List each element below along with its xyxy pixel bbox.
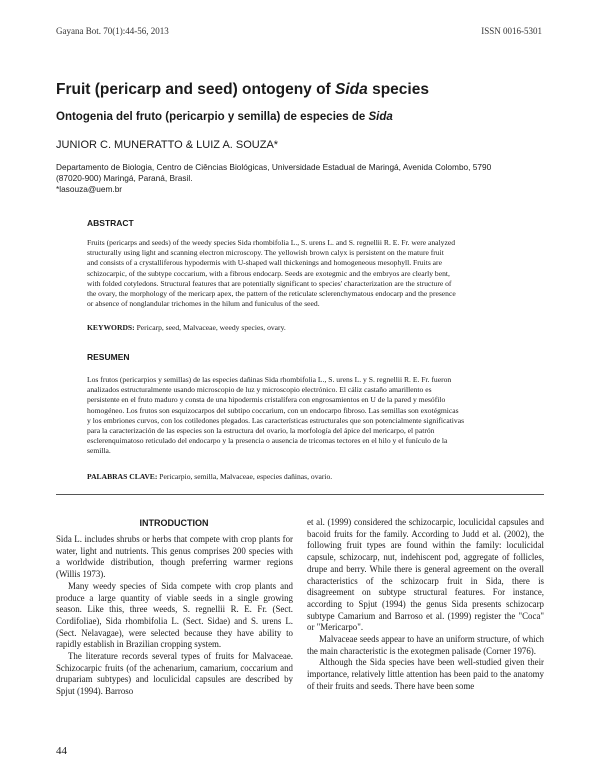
abstract-heading: ABSTRACT [87,218,134,228]
abstract-line: and consists of a crystalliferous hypodermis with U-shaped wall thickenings and homogeneous mesophyll. Fruits are [87,258,442,268]
resumen-line: analizados estructuralmente usando microscopio de luz y microscopio electrónico. El cáliz castaño amarillento es [87,385,432,395]
intro-paragraph: Malvaceae seeds appear to have an uniform structure, of which the main characteristic is the exotegmen palisade (Corner 1976). [307,634,544,656]
affiliation [56,162,556,195]
intro-paragraph: The literature records several types of fruits for Malvaceae. Schizocarpic fruits (of the achenarium, camarium, coccarium and drupariam subtypes) and loculicidal capsules are described by Spjut (1994). Barroso [56,651,293,697]
resumen-line: Los frutos (pericarpios y semillas) de las especies dañinas Sida rhombifolia L., S. urens L. y S. regnellii R. E. Fr. fueron [87,375,452,384]
resumen-line: y los embriones curvos, con los cotiledones plegados. Las características estructurales que son potencialmente significativas [87,415,465,425]
resumen-text [87,375,519,457]
abstract-line: or absence of nonglandular trichomes in the hilum and funiculus of the seed. [87,299,320,309]
resumen-line: persistente en el fruto maduro y consta de una hipodermis cristalífera con engrosamientos en U de la pared y mesófilo [87,395,446,405]
intro-paragraph: et al. (1999) considered the schizocarpic, loculicidal capsules and bacoid fruits for the family. According to Judd et al. (2002), the following fruit types are found within the family: loculicidal capsule, schizocarp, nut, indehiscent pod, aggregate of follicles, drupe and berry. While there is general agreement on the overall characteristics of the schizocarp fruit in Sida, there is disagreement on subtype structural features. For instance, according to Spjut (1994) the genus Sida presents schizocarp subtype Camarium and Barroso et al. (1999) register the "Coca" or "Mericarpo". [307,517,544,633]
abstract-line: Fruits (pericarps and seeds) of the weedy species Sida rhombifolia L., S. urens L. and S. regnellii R. E. Fr. were analyzed [87,238,455,247]
issn: ISSN 0016-5301 [481,26,542,36]
palabras-clave: PALABRAS CLAVE: Pericarpio, semilla, Malvaceae, especies dañinas, ovario. [87,472,333,481]
authors: JUNIOR C. MUNERATTO & LUIZ A. SOUZA* [56,139,279,151]
intro-paragraph: Many weedy species of Sida compete with crop plants and produce a large quantity of viable seeds in a single growing season. Like this, three weeds, S. regnellii R. E. Fr. (Sect. Cordifoliae), Sida rhombifolia L. (Sect. Sidae) and S. urens L. (Sect. Nelavagae), were selected because they have ability to rapidly establish in Brazilian cropping system. [56,580,293,650]
abstract-text [87,238,519,309]
resumen-heading: RESUMEN [87,352,130,362]
resumen-line: para la caracterización de las especies son la estructura del ovario, la morfología del ápice del mericarpo, el patrón [87,426,435,436]
journal-citation: Gayana Bot. 70(1):44-56, 2013 [56,26,169,36]
paper-title: Fruit (pericarp and seed) ontogeny of Sida species [56,81,429,98]
page-number: 44 [56,745,67,757]
resumen-line: homogéneo. Los frutos son esquizocarpos del subtipo coccarium, con un endocarpo fibroso. Las semillas son exotégmicas [87,405,459,415]
affiliation-line: (87020-900) Maringá, Paraná, Brasil. [56,173,193,183]
introduction-heading: INTRODUCTION [139,518,209,528]
keywords: KEYWORDS: Pericarp, seed, Malvaceae, weedy species, ovary. [87,323,286,332]
author-email[interactable]: *lasouza@uem.br [56,184,123,194]
resumen-line: semilla. [87,446,111,456]
intro-paragraph: Although the Sida species have been well-studied given their importance, relatively little attention has been paid to the anatomy of their fruits and seeds. There have been some [307,657,544,691]
affiliation-line: Departamento de Biologia, Centro de Ciências Biológicas, Universidade Estadual de Maringá, Avenida Colombo, 5790 [56,162,492,172]
abstract-line: structurally using light and scanning electron microscopy. The yellowish brown calyx is persistent on the mature fruit [87,248,444,258]
intro-paragraph: Sida L. includes shrubs or herbs that compete with crop plants for water, light and nutrients. This genus comprises 200 species with a worldwide distribution, though preferring warmer regions (Willis 1973). [56,534,293,580]
abstract-line: with folded cotyledons. Structural features that are potentially significant to species' characterization are the structure of [87,278,452,288]
resumen-line: esclerenquimatoso reticulado del endocarpo y la presencia o ausencia de tricomas tectores en el hilo y el funículo de la [87,436,448,446]
left-column [56,534,293,698]
abstract-line: schizocarpic, of the subtype coccarium, with a fibrous endocarp. Seeds are exotegmic and the embryos are clearly bent, [87,268,450,278]
paper-subtitle: Ontogenia del fruto (pericarpio y semilla) de especies de Sida [56,111,393,123]
right-column [307,517,544,693]
abstract-line: the ovary, the morphology of the mericarp apex, the pattern of the reticulate sclerenchymatous endocarp and the presence [87,289,456,299]
divider [56,494,544,495]
